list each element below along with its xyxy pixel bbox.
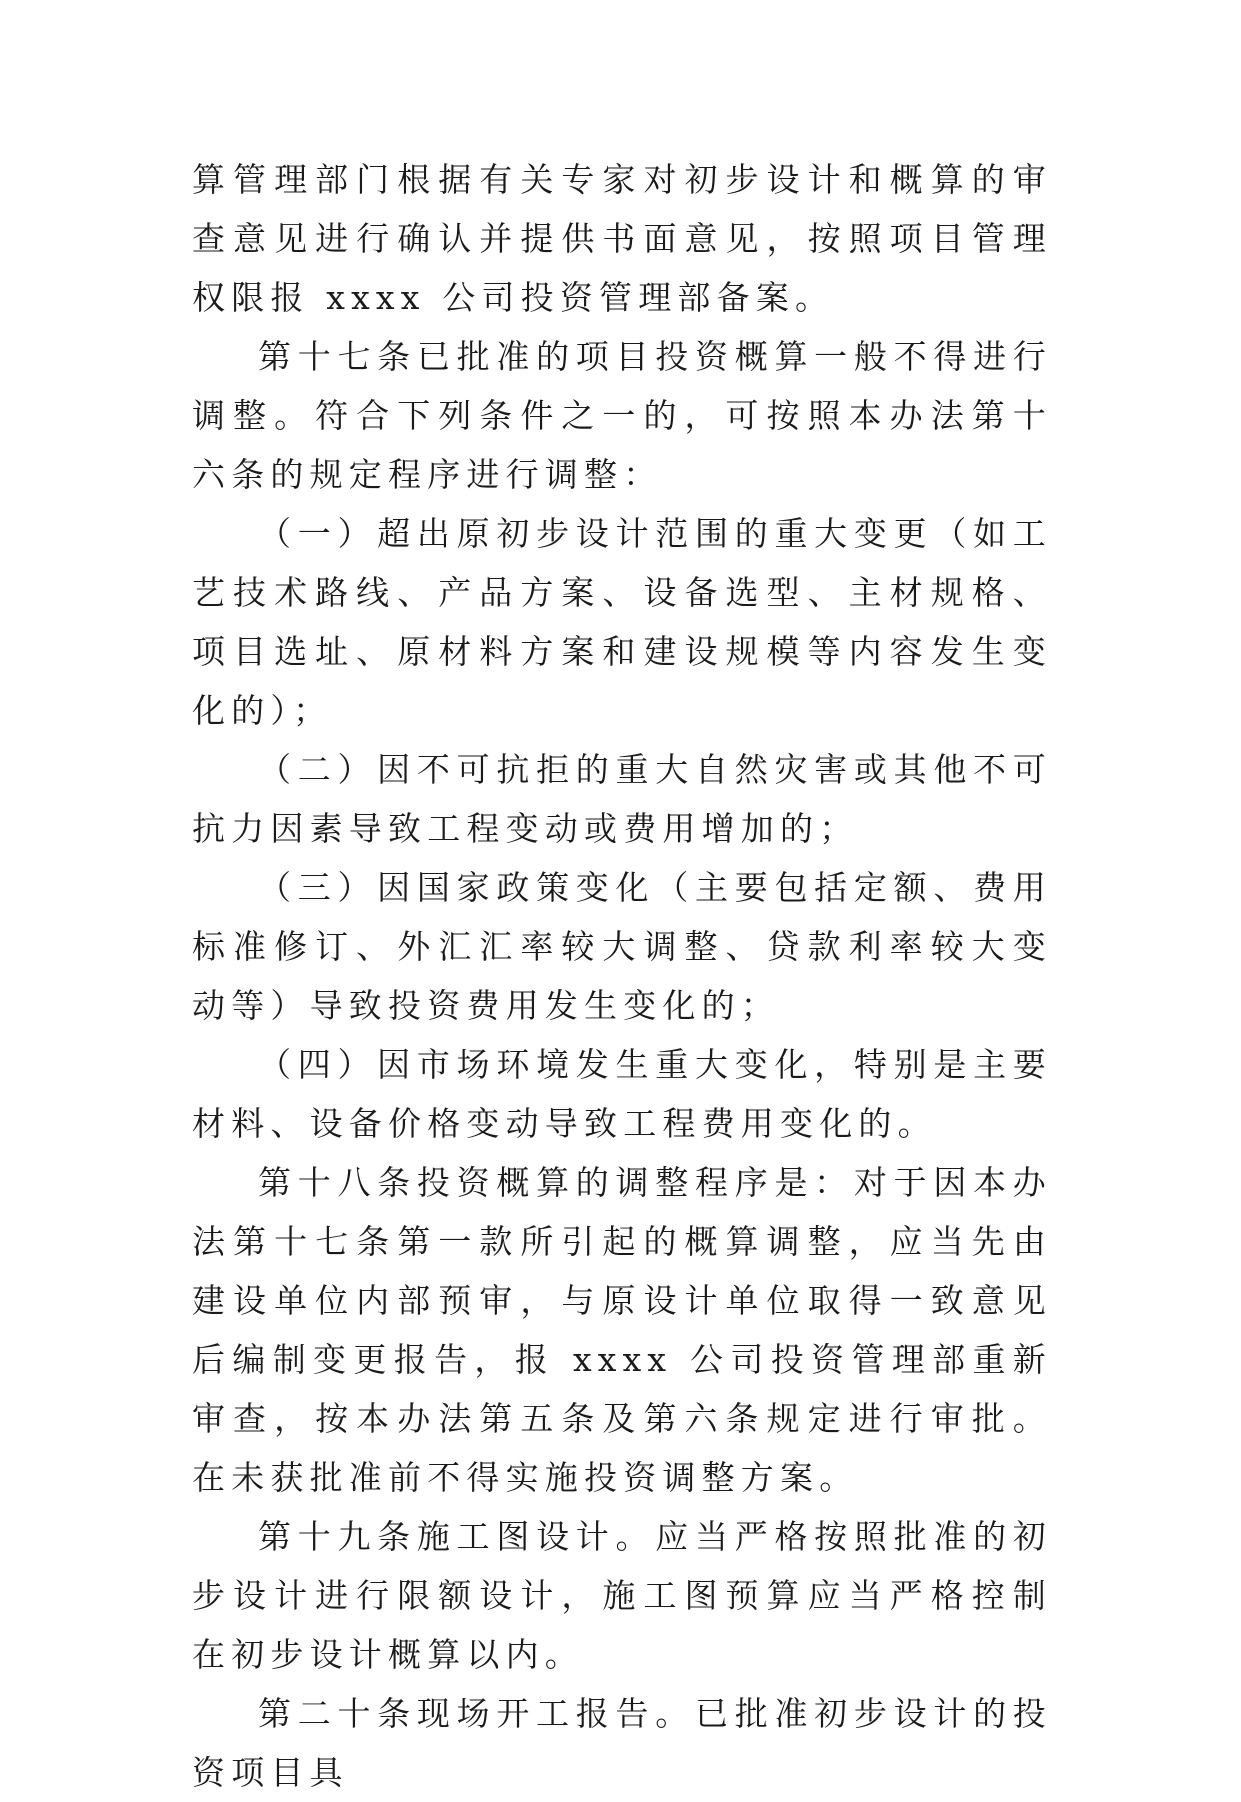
document-body	[192, 150, 1052, 1802]
paragraph-article-20: 第二十条现场开工报告。已批准初步设计的投资项目具	[192, 1694, 1052, 1792]
paragraph-item-3: （三）因国家政策变化（主要包括定额、费用标准修订、外汇汇率较大调整、贷款利率较大变动等）导致投资费用发生变化的；	[192, 868, 1052, 1025]
paragraph-article-19: 第十九条施工图设计。应当严格按照批准的初步设计进行限额设计，施工图预算应当严格控制在初步设计概算以内。	[192, 1517, 1052, 1674]
paragraph-item-4: （四）因市场环境发生重大变化，特别是主要材料、设备价格变动导致工程费用变化的。	[192, 1045, 1052, 1143]
paragraph-item-2: （二）因不可抗拒的重大自然灾害或其他不可抗力因素导致工程变动或费用增加的；	[192, 750, 1052, 848]
paragraph-article-18: 第十八条投资概算的调整程序是：对于因本办法第十七条第一款所引起的概算调整，应当先由建设单位内部预审，与原设计单位取得一致意见后编制变更报告，报 xxxx 公司投资管理部重新审查，按本办法第五条及第六条规定进行审批。在未获批准前不得实施投资调整方案。	[192, 1163, 1052, 1497]
paragraph-item-1: （一）超出原初步设计范围的重大变更（如工艺技术路线、产品方案、设备选型、主材规格、项目选址、原材料方案和建设规模等内容发生变化的）；	[192, 514, 1052, 730]
paragraph-article-17: 第十七条已批准的项目投资概算一般不得进行调整。符合下列条件之一的，可按照本办法第十六条的规定程序进行调整：	[192, 337, 1052, 494]
paragraph-continuation: 算管理部门根据有关专家对初步设计和概算的审查意见进行确认并提供书面意见，按照项目管理权限报 xxxx 公司投资管理部备案。	[192, 160, 1052, 317]
